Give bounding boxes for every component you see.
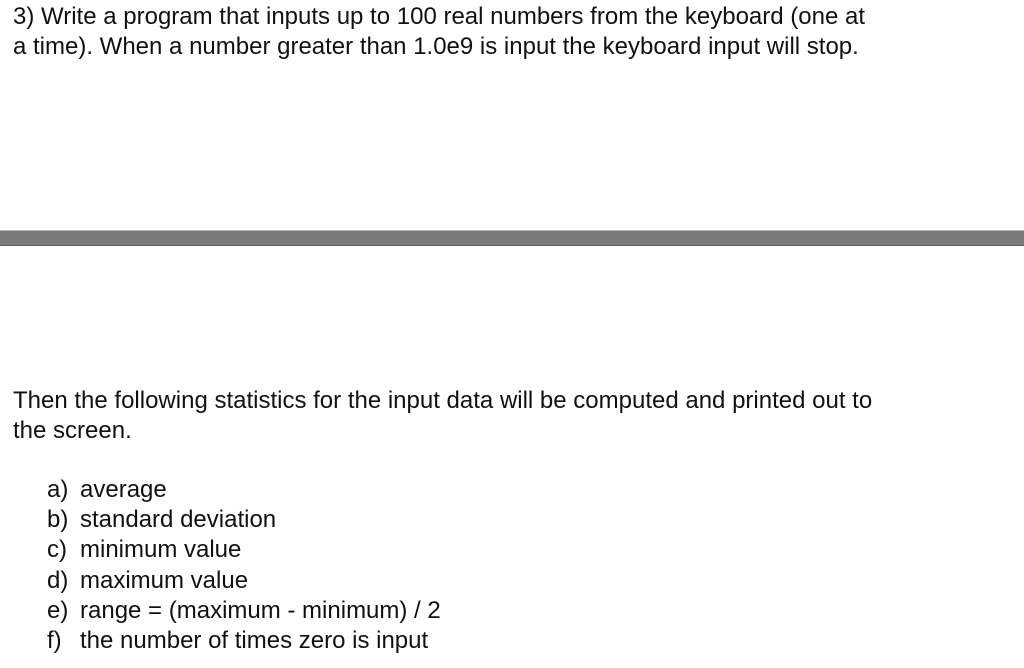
- statistics-intro-line: Then the following statistics for the input data will be computed and printed out to: [13, 387, 873, 414]
- list-marker: c): [47, 536, 67, 564]
- list-item: [47, 566, 441, 596]
- statistics-intro: [13, 386, 872, 446]
- section-divider: [0, 230, 1024, 246]
- list-item-text: the number of times zero is input: [80, 627, 429, 655]
- list-item-text: range = (maximum - minimum) / 2: [80, 596, 441, 624]
- list-marker: d): [47, 566, 69, 594]
- list-item: [47, 535, 441, 565]
- list-item-text: maximum value: [80, 566, 249, 594]
- problem-statement: [13, 2, 865, 62]
- problem-statement-line: 3) Write a program that inputs up to 100 real numbers from the keyboard (one at: [13, 3, 865, 30]
- list-marker: a): [47, 476, 69, 503]
- list-item: [47, 626, 441, 656]
- list-marker: f): [47, 627, 62, 655]
- statistics-intro-line: the screen.: [13, 417, 132, 444]
- list-item: [47, 505, 441, 535]
- list-item: [47, 596, 441, 626]
- list-item-text: standard deviation: [80, 506, 277, 534]
- statistics-list: [47, 475, 441, 656]
- list-item-text: average: [80, 476, 167, 503]
- problem-statement-line: a time). When a number greater than 1.0e9 is input the keyboard input will stop.: [13, 33, 859, 60]
- list-item-text: minimum value: [80, 536, 242, 564]
- list-marker: b): [47, 506, 69, 534]
- list-item: [47, 475, 441, 505]
- list-marker: e): [47, 596, 69, 624]
